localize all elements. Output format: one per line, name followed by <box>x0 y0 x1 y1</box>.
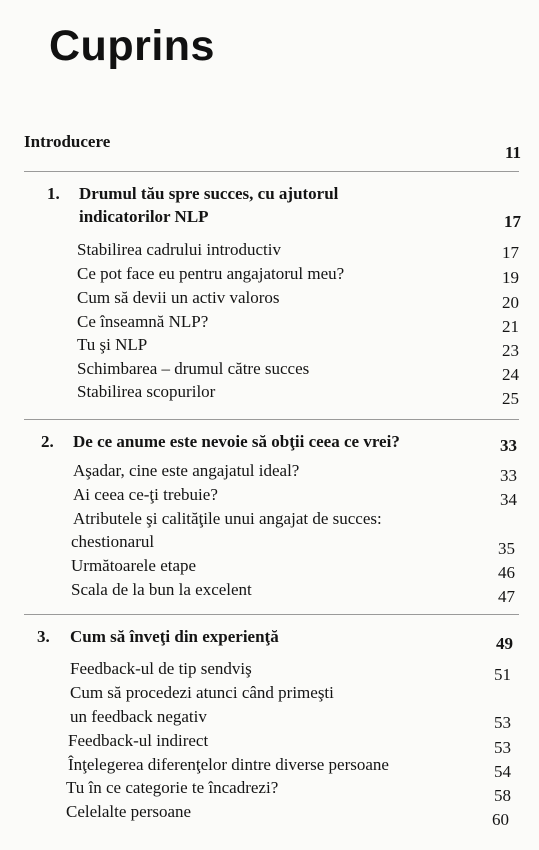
toc-entry-page: 46 <box>498 563 515 582</box>
toc-entry: Ce înseamnă NLP? <box>77 312 209 331</box>
toc-entry: Celelalte persoane <box>66 802 192 821</box>
chapter-3-number: 3. <box>37 627 50 646</box>
section-divider <box>24 419 519 420</box>
toc-entry-page: 53 <box>494 713 511 732</box>
toc-entry-page: 54 <box>494 762 511 781</box>
toc-entry-continuation: chestionarul <box>71 532 155 551</box>
toc-entry: Ai ceea ce-ţi trebuie? <box>73 485 218 504</box>
toc-entry-page: 58 <box>494 786 511 805</box>
toc-entry: Cum să procedezi atunci când primeşti <box>70 683 334 702</box>
chapter-1-title-line-2: indicatorilor NLP <box>79 207 209 226</box>
toc-entry: Feedback-ul indirect <box>68 731 209 750</box>
toc-entry: Aşadar, cine este angajatul ideal? <box>73 461 300 480</box>
toc-entry: Scala de la bun la excelent <box>71 580 252 599</box>
toc-entry-page: 20 <box>502 293 519 312</box>
chapter-1-page: 17 <box>504 212 521 231</box>
toc-entry-page: 19 <box>502 268 519 287</box>
toc-entry-page: 23 <box>502 341 519 360</box>
toc-entry-page: 33 <box>500 466 517 485</box>
intro-page: 11 <box>504 143 521 162</box>
section-divider <box>24 614 519 615</box>
toc-entry-page: 51 <box>494 665 511 684</box>
chapter-2-title: De ce anume este nevoie să obţii ceea ce vrei? <box>73 432 400 451</box>
toc-entry: Schimbarea – drumul către succes <box>77 359 310 378</box>
chapter-1-number: 1. <box>47 184 60 203</box>
toc-entry-page: 34 <box>500 490 517 509</box>
section-divider <box>24 171 519 172</box>
chapter-1-title-line-1: Drumul tău spre succes, cu ajutorul <box>79 184 339 203</box>
toc-entry-page: 35 <box>498 539 515 558</box>
toc-entry: Stabilirea cadrului introductiv <box>77 240 281 259</box>
chapter-2-page: 33 <box>500 436 517 455</box>
toc-entry-page: 24 <box>502 365 519 384</box>
toc-entry-page: 21 <box>502 317 519 336</box>
toc-entry-continuation: un feedback negativ <box>70 707 207 726</box>
toc-entry: Tu în ce categorie te încadrezi? <box>66 778 279 797</box>
toc-entry: Următoarele etape <box>71 556 197 575</box>
toc-entry: Stabilirea scopurilor <box>77 382 216 401</box>
toc-entry-page: 53 <box>494 738 511 757</box>
toc-entry-page: 60 <box>492 810 509 829</box>
toc-entry: Tu şi NLP <box>77 335 148 354</box>
toc-entry-page: 47 <box>498 587 515 606</box>
chapter-3-title: Cum să înveţi din experienţă <box>70 627 279 646</box>
toc-entry: Feedback-ul de tip sendviş <box>70 659 252 678</box>
page-title: Cuprins <box>49 22 215 70</box>
toc-entry: Atributele şi calităţile unui angajat de succes: <box>73 509 382 528</box>
chapter-3-page: 49 <box>496 634 513 653</box>
toc-entry-page: 25 <box>502 389 519 408</box>
toc-entry: Cum să devii un activ valoros <box>77 288 280 307</box>
intro-title: Introducere <box>24 132 111 151</box>
chapter-2-number: 2. <box>41 432 54 451</box>
toc-entry: Înţelegerea diferenţelor dintre diverse persoane <box>68 755 389 774</box>
toc-entry: Ce pot face eu pentru angajatorul meu? <box>77 264 345 283</box>
toc-entry-page: 17 <box>502 243 519 262</box>
